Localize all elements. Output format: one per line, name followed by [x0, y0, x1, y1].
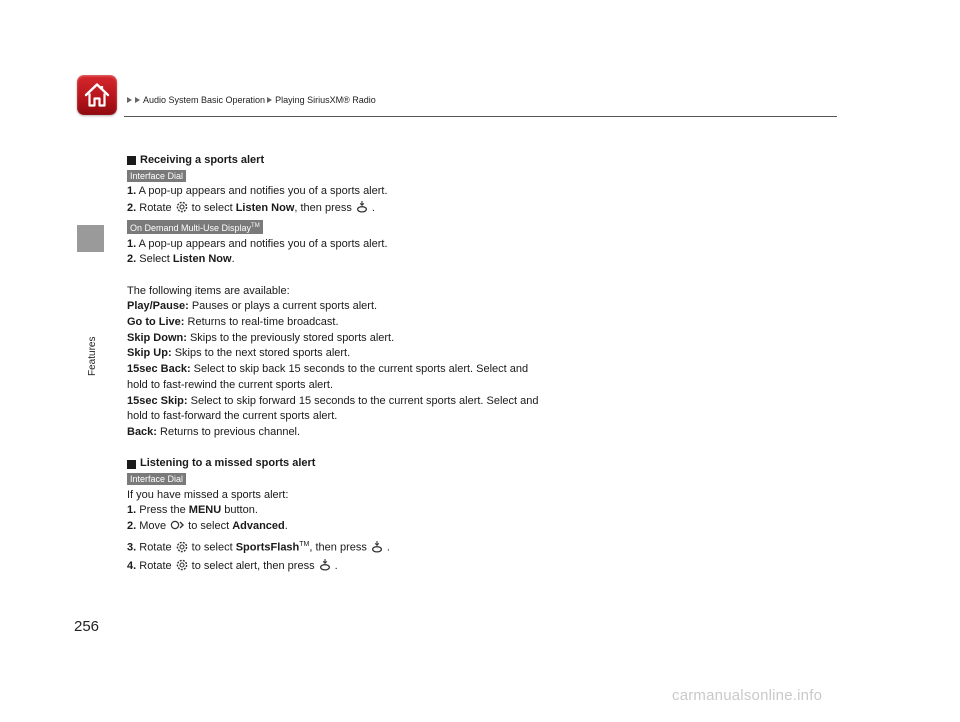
- step-text: A pop-up appears and notifies you of a sports alert.: [138, 237, 388, 250]
- step: [127, 200, 827, 219]
- step-text: Rotate: [139, 560, 172, 573]
- missed-intro: If you have missed a sports alert:: [127, 488, 289, 501]
- step-number: 3.: [127, 541, 137, 554]
- step-text: A pop-up appears and notifies you of a sports alert.: [138, 185, 388, 198]
- item-row: [127, 425, 827, 441]
- trademark: TM: [299, 540, 310, 548]
- display-tag-text: On Demand Multi-Use Display: [130, 222, 252, 233]
- breadcrumb-arrow-icon: [267, 97, 272, 103]
- breadcrumb: [127, 95, 376, 105]
- step: [127, 237, 827, 253]
- item-label: Skip Down:: [127, 331, 187, 344]
- rotate-dial-icon: [176, 559, 188, 577]
- item-label: 15sec Skip:: [127, 394, 188, 407]
- item-label: Play/Pause:: [127, 300, 189, 313]
- header-divider: [124, 116, 837, 117]
- press-dial-icon: [319, 558, 331, 577]
- items-intro: The following items are available:: [127, 284, 290, 297]
- step-text: .: [284, 520, 288, 533]
- move-dial-icon: [170, 519, 184, 537]
- step-number: 2.: [127, 520, 137, 533]
- step-bold-text: Listen Now: [172, 253, 232, 266]
- sidebar-label-text: Features: [87, 336, 98, 376]
- step-bold-text: Listen Now: [235, 202, 295, 215]
- item-text: Pauses or plays a current sports alert.: [191, 300, 378, 313]
- step-text: to select: [191, 541, 233, 554]
- step: [127, 558, 827, 577]
- section-heading: [127, 153, 827, 169]
- step-bold-text: MENU: [188, 504, 222, 517]
- step-number: 2.: [127, 253, 137, 266]
- item-row-cont: hold to fast-forward the current sports alert.: [127, 410, 338, 423]
- item-label: Back:: [127, 425, 157, 438]
- step-text: .: [231, 253, 235, 266]
- step-number: 1.: [127, 504, 137, 517]
- step-text: to select: [191, 202, 233, 215]
- step: [127, 252, 827, 268]
- item-row: [127, 331, 827, 347]
- square-bullet-icon: [127, 460, 136, 469]
- item-row: [127, 394, 827, 410]
- item-text: Skips to the previously stored sports alert.: [189, 331, 395, 344]
- page-content: [127, 153, 827, 577]
- step-number: 1.: [127, 237, 137, 250]
- step-text: Press the: [139, 504, 186, 517]
- step-text: Move: [139, 520, 167, 533]
- step-text: , then press: [309, 541, 367, 554]
- step: [127, 537, 827, 558]
- step-number: 1.: [127, 185, 137, 198]
- step-number: 4.: [127, 560, 137, 573]
- item-label: 15sec Back:: [127, 363, 191, 376]
- step-text: to select alert, then press: [191, 560, 315, 573]
- breadcrumb-arrow-icon: [135, 97, 140, 103]
- step: [127, 184, 827, 200]
- step-text: .: [371, 202, 375, 215]
- breadcrumb-item[interactable]: Audio System Basic Operation: [143, 95, 266, 105]
- press-dial-icon: [356, 200, 368, 219]
- item-text: Returns to real-time broadcast.: [187, 316, 339, 329]
- step-text: Select: [139, 253, 170, 266]
- watermark: carmanualsonline.info: [672, 687, 823, 704]
- home-button[interactable]: [77, 75, 117, 115]
- section-heading-text: Listening to a missed sports alert: [140, 457, 316, 470]
- step-text: Rotate: [139, 202, 172, 215]
- item-text: Select to skip forward 15 seconds to the current sports alert. Select and: [190, 394, 539, 407]
- item-label: Skip Up:: [127, 347, 172, 360]
- trademark: TM: [251, 222, 260, 229]
- item-row: [127, 346, 827, 362]
- sidebar-section-label: [77, 300, 107, 380]
- home-icon: [83, 81, 111, 109]
- interface-dial-tag: Interface Dial: [127, 473, 186, 485]
- item-text: Skips to the next stored sports alert.: [174, 347, 351, 360]
- sidebar-section-tab[interactable]: [77, 225, 104, 252]
- rotate-dial-icon: [176, 541, 188, 559]
- step-text: , then press: [294, 202, 352, 215]
- item-text: Select to skip back 15 seconds to the current sports alert. Select and: [193, 363, 529, 376]
- page-number: 256: [74, 618, 100, 635]
- step-bold-text: SportsFlash: [235, 541, 300, 554]
- square-bullet-icon: [127, 156, 136, 165]
- interface-dial-tag: Interface Dial: [127, 170, 186, 182]
- step-text: Rotate: [139, 541, 172, 554]
- rotate-dial-icon: [176, 201, 188, 219]
- item-label: Go to Live:: [127, 316, 185, 329]
- step-text: button.: [224, 504, 258, 517]
- item-row: [127, 362, 827, 378]
- step-text: to select: [188, 520, 230, 533]
- step: [127, 519, 827, 537]
- section-heading-text: Receiving a sports alert: [140, 154, 265, 166]
- item-row: [127, 299, 827, 315]
- breadcrumb-item[interactable]: Playing SiriusXM® Radio: [275, 95, 376, 105]
- display-tag: [127, 220, 263, 234]
- item-text: Returns to previous channel.: [160, 425, 301, 438]
- step: [127, 503, 827, 519]
- item-row-cont: hold to fast-rewind the current sports alert.: [127, 378, 334, 391]
- section-heading: [127, 456, 827, 472]
- step-bold-text: Advanced: [232, 520, 285, 533]
- item-row: [127, 315, 827, 331]
- breadcrumb-arrow-icon: [127, 97, 132, 103]
- step-number: 2.: [127, 202, 137, 215]
- step-text: .: [334, 560, 338, 573]
- press-dial-icon: [371, 540, 383, 559]
- step-text: .: [386, 541, 390, 554]
